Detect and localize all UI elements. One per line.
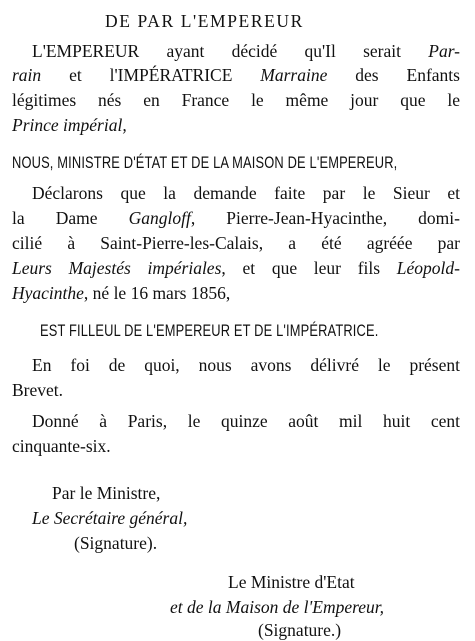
text-segment: Maison	[225, 597, 279, 617]
paragraph-1-line-4	[12, 114, 127, 136]
text-segment: , et que leur fils	[221, 258, 397, 278]
paragraph-4-line-2: cinquante-six.	[12, 436, 111, 456]
text-segment: , Pierre-Jean-Hyacinthe, domi-	[190, 208, 460, 228]
heading-godson: EST FILLEUL DE L'EMPEREUR ET DE L'IMPÉRATRICE.	[40, 322, 379, 340]
signature-2-line-3: (Signature.)	[258, 620, 342, 640]
text-segment: la Dame	[12, 208, 129, 228]
text-segment: Léopold-	[396, 258, 460, 278]
text-segment: Gangloff	[128, 208, 191, 228]
text-segment: Empereur	[312, 597, 380, 617]
signature-1-line-3: (Signature).	[74, 533, 158, 553]
text-segment: Le Secrétaire général,	[32, 508, 188, 528]
text-segment: et de la	[170, 597, 226, 617]
paragraph-1-line-1	[32, 40, 460, 62]
text-segment: rain	[12, 65, 42, 85]
heading-minister: NOUS, MINISTRE D'ÉTAT ET DE LA MAISON DE L'EMPEREUR,	[12, 154, 398, 172]
signature-1-line-2	[32, 507, 187, 529]
paragraph-1-line-2	[12, 64, 460, 86]
text-segment: Marraine	[260, 65, 328, 85]
text-segment: des Enfants	[327, 65, 460, 85]
paragraph-3-line-2: Brevet.	[12, 380, 64, 400]
text-segment: , né le 16 mars 1856,	[83, 283, 231, 303]
document-title: DE PAR L'EMPEREUR	[105, 11, 304, 31]
text-segment: Par-	[428, 41, 460, 61]
paragraph-2-line-1: Déclarons que la demande faite par le Sieur et	[32, 183, 460, 203]
signature-1-line-1: Par le Ministre,	[52, 483, 161, 503]
text-segment: Hyacinthe	[12, 283, 84, 303]
signature-2-line-2	[170, 596, 384, 618]
text-segment: ,	[379, 597, 385, 617]
text-segment: et l'IMPÉRATRICE	[41, 65, 261, 85]
paragraph-2-line-3: cilié à Saint-Pierre-les-Calais, a été agréée par	[12, 233, 460, 253]
paragraph-3-line-1: En foi de quoi, nous avons délivré le présent	[32, 355, 460, 375]
text-segment: Leurs Majestés impériales	[12, 258, 222, 278]
signature-2-line-1: Le Ministre d'Etat	[228, 572, 355, 592]
paragraph-1-line-3: légitimes nés en France le même jour que le	[12, 90, 460, 110]
text-segment: Prince impérial,	[12, 115, 127, 135]
text-segment: de l'	[278, 597, 313, 617]
paragraph-4-line-1: Donné à Paris, le quinze août mil huit cent	[32, 411, 460, 431]
text-segment: L'EMPEREUR ayant décidé qu'Il serait	[32, 41, 429, 61]
paragraph-2-line-5	[12, 282, 230, 304]
paragraph-2-line-2	[12, 207, 460, 229]
paragraph-2-line-4	[12, 257, 460, 279]
